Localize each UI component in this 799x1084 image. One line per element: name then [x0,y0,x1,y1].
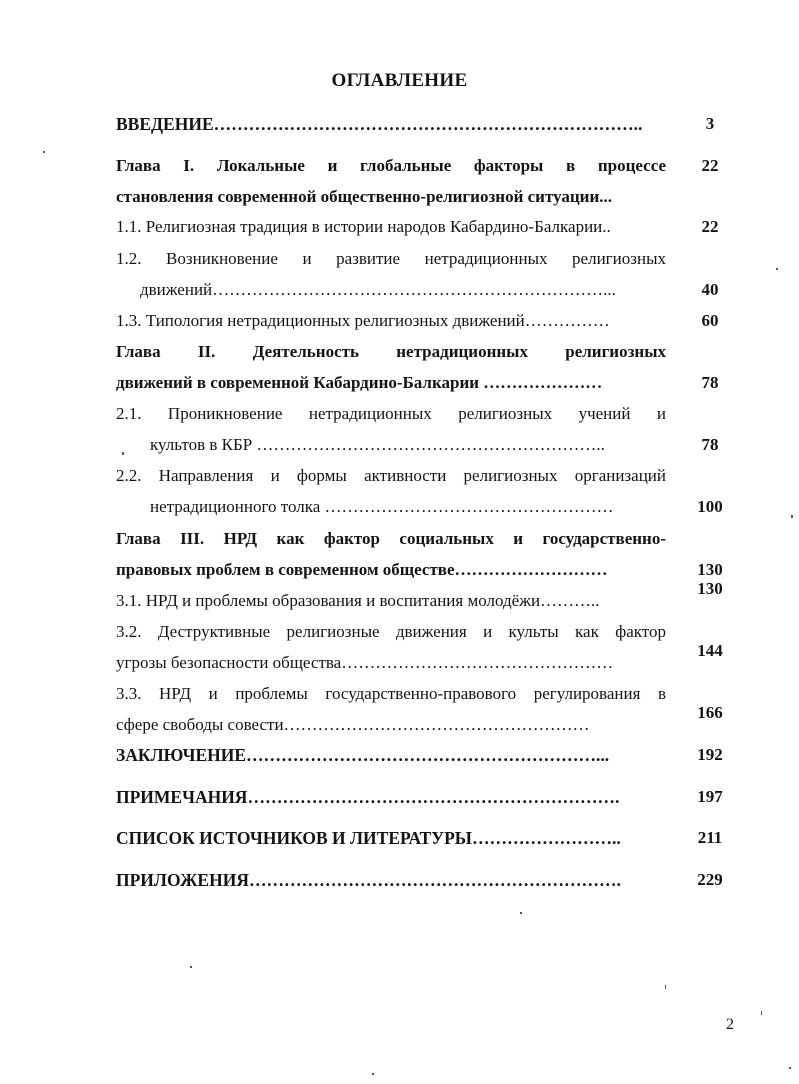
toc-page-number: 60 [701,311,719,330]
page-number: 2 [726,1016,734,1033]
scan-speck [761,1011,762,1015]
toc-page-number-row [0,576,799,602]
toc-page-number: 166 [697,703,723,722]
scan-speck [776,268,778,270]
toc-entry-chapter-3 [0,526,799,552]
toc-entry-label: правовых проблем в современном обществе……………………… [116,560,608,579]
toc-page-number: 40 [701,280,719,299]
toc-entry-section-1-3 [0,308,799,334]
toc-entry-label: ПРИМЕЧАНИЯ………………………………………………………. [116,787,620,807]
toc-entry-intro [0,111,799,137]
toc-page-number-row [0,700,799,726]
toc-page-number: 197 [697,787,723,806]
toc-entry-label: культов в КБР …………………………………………………….. [150,435,605,454]
toc-entry-section-2-1 [0,401,799,427]
toc-page-number: 211 [697,828,723,847]
page-title: ОГЛАВЛЕНИЕ [331,70,468,91]
toc-page-number: 100 [697,497,723,516]
toc-entry-label: Глава I. Локальные и глобальные факторы в процессе [116,156,666,175]
toc-entry-sources [0,825,799,851]
toc-entry-label: 1.1. Религиозная традиция в истории народов Кабардино-Балкарии.. [116,217,611,236]
toc-entry-label: Глава III. НРД как фактор социальных и государственно- [116,529,666,548]
toc-page-number: 192 [697,745,723,764]
toc-page-number: 144 [697,641,723,660]
toc-entry-label: нетрадиционного толка …………………………………………… [150,497,614,516]
toc-entry-section-2-1-cont [0,432,799,458]
toc-entry-label: ЗАКЛЮЧЕНИЕ……………………………………………………... [116,745,610,765]
toc-entry-label: угрозы безопасности общества………………………………………… [116,653,614,672]
toc-entry-section-2-2 [0,463,799,489]
scan-speck [372,1073,374,1075]
toc-entry-label: становления современной общественно-религиозной ситуации... [116,187,612,206]
toc-entry-section-1-2 [0,246,799,272]
toc-entry-section-1-2-cont [0,277,799,303]
toc-entry-chapter-1 [0,153,799,179]
toc-page-number: 130 [697,560,723,579]
toc-entry-label: 2.1. Проникновение нетрадиционных религиозных учений и [116,404,666,423]
scan-speck [665,985,666,989]
toc-entry-label: 3.2. Деструктивные религиозные движения и культы как фактор [116,622,666,641]
scan-speck [190,966,192,968]
toc-entry-label: 3.3. НРД и проблемы государственно-правового регулирования в [116,684,666,703]
toc-entry-label: движений в современной Кабардино-Балкарии ………………… [116,373,603,392]
scan-speck [520,912,522,914]
scan-speck [43,151,45,153]
toc-entry-label: Глава II. Деятельность нетрадиционных религиозных [116,342,666,361]
toc-page-number: 130 [697,579,723,598]
toc-entry-label: ПРИЛОЖЕНИЯ………………………………………………………. [116,870,621,890]
toc-page-number: 229 [697,870,723,889]
toc-entry-section-1-1 [0,214,799,240]
toc-entry-conclusion [0,742,799,768]
toc-entry-label: движений……………………………………………………………... [140,280,616,299]
toc-entry-section-2-2-cont [0,494,799,520]
scan-speck [789,1067,791,1069]
toc-entry-notes [0,784,799,810]
toc-entry-label: СПИСОК ИСТОЧНИКОВ И ЛИТЕРАТУРЫ…………………….. [116,828,621,848]
toc-entry-label: 1.2. Возникновение и развитие нетрадиционных религиозных [116,249,666,268]
toc-entry-label: 3.1. НРД и проблемы образования и воспитания молодёжи……….. [116,591,600,610]
toc-page-number: 3 [705,114,715,133]
toc-entry-label: сфере свободы совести……………………………………………… [116,715,590,734]
toc-entry-label: ВВЕДЕНИЕ……………………………………………………………….. [116,114,643,134]
toc-entry-chapter-2 [0,339,799,365]
toc-page-number-row [0,638,799,664]
toc-page-number: 78 [701,435,719,454]
scan-speck [791,515,793,518]
toc-page-number: 78 [701,373,719,392]
toc-entry-label: 2.2. Направления и формы активности религиозных организаций [116,466,666,485]
toc-entry-appendix [0,867,799,893]
scan-speck [122,452,124,455]
toc-entry-chapter-1-cont [0,184,799,210]
toc-page-number: 22 [701,217,719,236]
toc-entry-chapter-2-cont [0,370,799,396]
toc-entry-label: 1.3. Типология нетрадиционных религиозных движений…………… [116,311,610,330]
toc-page-number: 22 [701,156,719,175]
